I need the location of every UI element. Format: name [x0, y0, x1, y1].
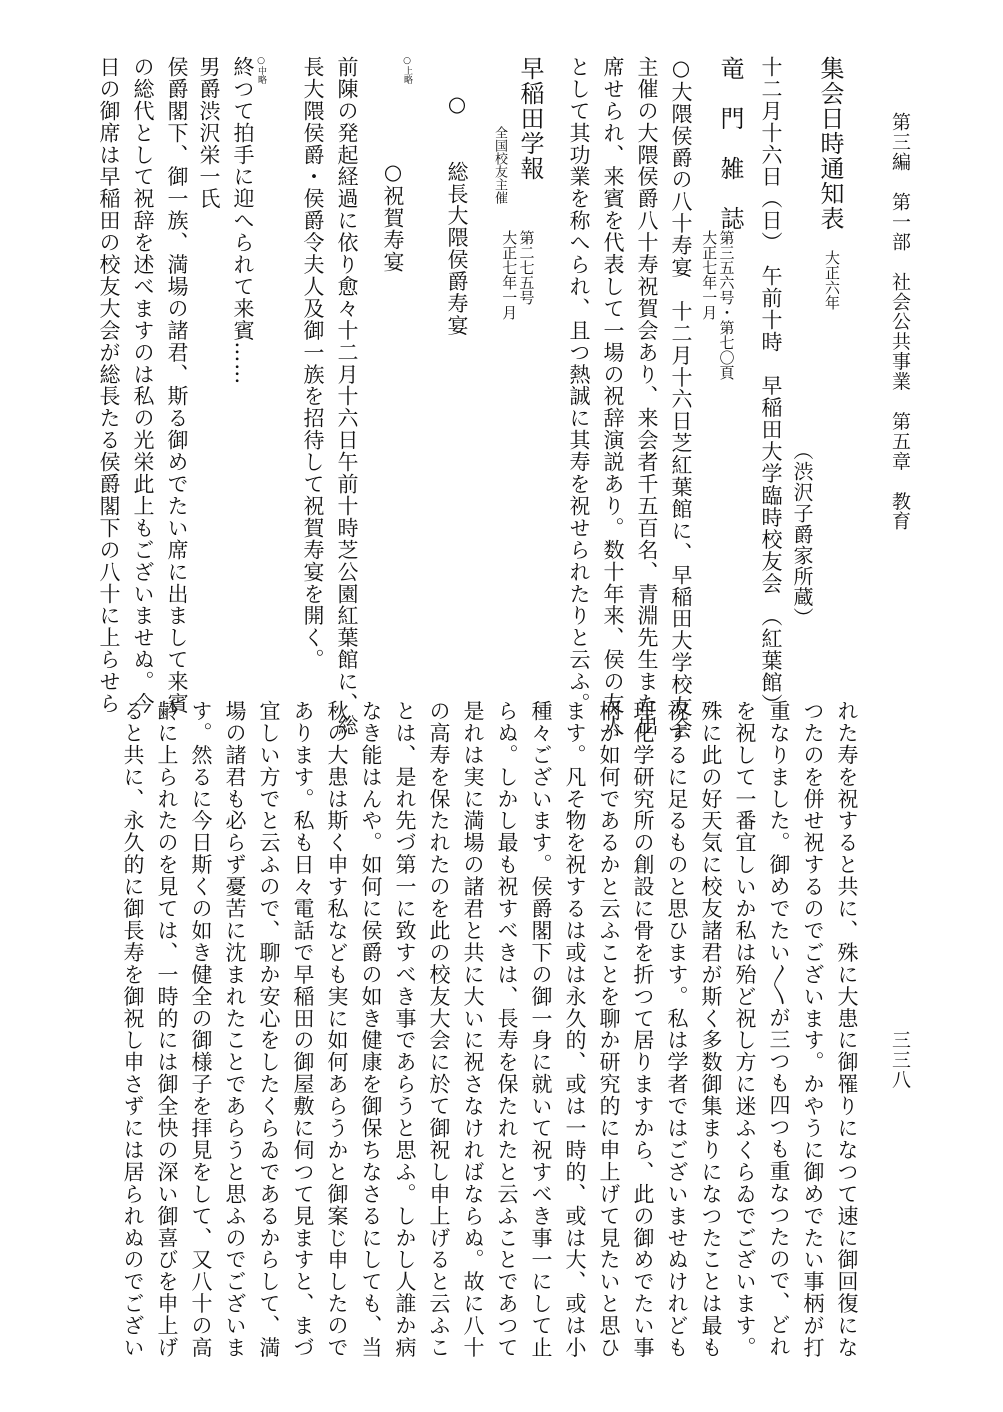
paragraph-line: 主催の大隈侯爵八十寿祝賀会あり、来会者千五百名、青淵先生また出 [635, 56, 659, 737]
paragraph-line: 席せられ、来賓を代表して一場の祝辞演説あり。数十年来、侯の友人 [601, 56, 625, 737]
paragraph-line: なき能はんや。如何に侯爵の如き健康を御保ちなさるにしても、当 [359, 700, 383, 1359]
paragraph-line: 終つて拍手に迎へられて来賓…… [231, 56, 255, 386]
title-meeting-date: 大正六年 [823, 250, 841, 310]
paragraph-line: つたのを併せ祝するのでございます。かやうに御めでたい事柄が打 [801, 700, 825, 1359]
paragraph-line: の高寿を保たれたのを此の校友大会に於て御祝し申上げると云ふこ [427, 700, 451, 1359]
speaker-name: 男爵渋沢栄一氏 [197, 56, 221, 210]
paragraph-line: 祝するに足るものと思ひます。私は学者ではございませぬけれども [665, 700, 689, 1359]
paragraph-line: 理化学研究所の創設に骨を折つて居りますから、此の御めでたい事 [631, 700, 655, 1359]
title-waseda-gakuho: 早稲田学報 [516, 56, 544, 181]
paragraph-line: 日の御席は早稲田の校友大会が総長たる侯爵閣下の八十に上らせら [97, 56, 121, 715]
paragraph-line: の総代として祝辞を述べますのは私の光栄此上もございませぬ。今 [131, 56, 155, 715]
omission-mark: ○上略 [402, 56, 412, 84]
paragraph-line: として其功業を称へられ、且つ熱誠に其寿を祝せられたりと云ふ。 [567, 56, 591, 715]
paragraph-line: 宜しい方でと云ふので、聊か安心をしたくらゐであるからして、満 [257, 700, 281, 1359]
title-meeting-notice: 集会日時通知表 [816, 56, 844, 231]
omission-mark: ○中略 [256, 56, 266, 84]
paragraph-line: 種々ございます。侯爵閣下の御一身に就いて祝すべき事一にして止 [529, 700, 553, 1359]
paragraph-line: 重なりました。御めでたい〳〵が三つも四つも重なつたので、どれ [767, 700, 791, 1358]
paragraph-line: あります。私も日々電話で早稲田の御屋敷に伺つて見ますと、まづ [291, 700, 315, 1359]
paragraph-line: 前陳の発起経過に依り愈々十二月十六日午前十時芝公園紅葉館に、総 [335, 56, 359, 737]
paragraph-line: ます。凡そ物を祝するは或は永久的、或は一時的、或は大、或は小 [563, 700, 587, 1359]
subtitle-toast: ○ 総長大隈侯爵寿宴 [445, 92, 469, 337]
paragraph-line: 齢に上られたのを見ては、一時的には御全快の深い御喜びを申上げ [155, 700, 179, 1359]
paragraph-line: れた寿を祝すると共に、殊に大患に御罹りになつて速に御回復にな [835, 700, 859, 1359]
subtitle-small-caption: 全国校友主催 [492, 126, 507, 204]
paragraph-line: を祝して一番宜しいか私は殆ど祝し方に迷ふくらゐでございます。 [733, 700, 757, 1359]
paragraph-line: 是れは実に満場の諸君と共に大いに祝さなければならぬ。故に八十 [461, 700, 485, 1359]
source-note: （渋沢子爵家所蔵） [790, 440, 814, 629]
running-header: 第三編 第一部 社会公共事業 第五章 教育 [889, 112, 911, 531]
paragraph-line: 場の諸君も必らず憂苦に沈まれたことであらうと思ふのでございま [223, 700, 247, 1359]
paragraph-line: 侯爵閣下、御一族、満場の諸君、斯る御めでたい席に出まして来賓 [165, 56, 189, 715]
paragraph-line: 殊に此の好天気に校友諸君が斯く多数御集まりになつたことは最も [699, 700, 723, 1359]
paragraph-line: とは、是れ先づ第一に致すべき事であらうと思ふ。しかし人誰か病 [393, 700, 417, 1359]
paragraph-line: らぬ。しかし最も祝すべきは、長寿を保たれたと云ふことであつて [495, 700, 519, 1359]
paragraph-line: ると共に、永久的に御長寿を御祝し申さずには居られぬのでござい [121, 700, 145, 1359]
paragraph-line: ○大隈侯爵の八十寿宴 十二月十六日芝紅葉館に、早稲田大学校友会 [669, 56, 693, 740]
paragraph-line: す。然るに今日斯くの如き健全の御様子を拝見をして、又八十の高 [189, 700, 213, 1359]
paragraph-line: 秋の大患は斯く申す私なども実に如何あらうかと御案じ申したので [325, 700, 349, 1359]
ryumon-date: 大正七年一月 [700, 230, 719, 320]
event-line: 十二月十六日（日） 午前十時 早稲田大学臨時校友会 （紅葉館） [759, 56, 783, 716]
ryumon-issue: 第三五六号・第七〇頁 [717, 230, 736, 380]
ryumon-citation [700, 230, 735, 380]
gakuho-citation [500, 230, 535, 320]
heading-celebration: ○祝賀寿宴 [381, 160, 405, 273]
paragraph-line: 柄が如何であるかと云ふことを聊か研究的に申上げて見たいと思ひ [597, 700, 621, 1359]
gakuho-date: 大正七年一月 [500, 230, 519, 320]
paragraph-line: 長大隈侯爵・侯爵令夫人及御一族を招待して祝賀寿宴を開く。 [301, 56, 325, 671]
gakuho-issue: 第二七五号 [517, 230, 536, 305]
page-number: 三三八 [889, 1030, 911, 1090]
title-ryumon-zasshi: 竜 門 雑 誌 [716, 56, 744, 231]
